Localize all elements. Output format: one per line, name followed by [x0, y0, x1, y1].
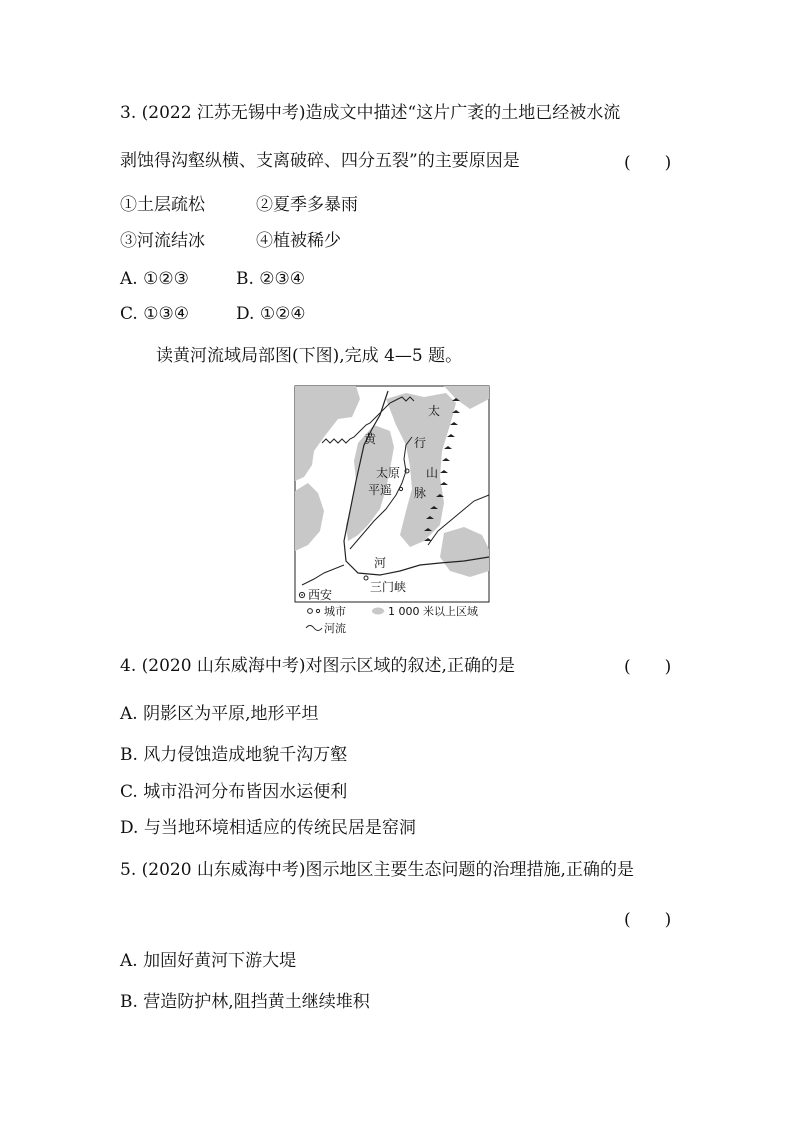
legend-river-icon [306, 626, 322, 631]
q5-option-a: A. 加固好黄河下游大堤 [120, 951, 297, 971]
label-he: 河 [374, 556, 387, 570]
legend-highland-icon [372, 608, 384, 615]
map-intro: 读黄河流域局部图(下图),完成 4—5 题。 [156, 346, 463, 366]
label-mai: 脉 [414, 486, 427, 500]
q5-answer-paren: ( ) [624, 910, 672, 930]
q4-option-c: C. 城市沿河分布皆因水运便利 [120, 782, 348, 802]
label-tai: 太 [428, 404, 441, 418]
q3-options-row2 [120, 303, 306, 325]
q5-option-b: B. 营造防护林,阻挡黄土继续堆积 [120, 992, 370, 1012]
label-xian: 西安 [308, 588, 333, 602]
q3-answer-paren: ( ) [624, 153, 672, 173]
label-hang: 行 [414, 436, 427, 450]
q3-option-c: C. ①③④ [120, 304, 189, 324]
legend-city-label: 城市 [324, 605, 346, 618]
legend-city-icon-small [316, 609, 319, 612]
q3-item-2: ②夏季多暴雨 [256, 195, 358, 215]
label-sanmenxia: 三门峡 [370, 580, 407, 594]
q3-items-row2 [120, 230, 341, 252]
q3-item-1: ①土层疏松 [120, 195, 205, 215]
q3-options-row1 [120, 268, 305, 290]
q3-stem-line1: 3. (2022 江苏无锡中考)造成文中描述“这片广袤的土地已经被水流 [120, 103, 621, 123]
label-taiyuan: 太原 [376, 466, 401, 480]
q4-option-b: B. 风力侵蚀造成地貌千沟万壑 [120, 745, 348, 765]
q4-option-d: D. 与当地环境相适应的传统民居是窑洞 [120, 818, 416, 838]
legend-river-label: 河流 [324, 622, 346, 635]
q3-item-3: ③河流结冰 [120, 231, 205, 251]
city-xian-marker-dot [301, 594, 303, 596]
q3-items-row1 [120, 194, 358, 216]
legend-highland-label: 1 000 米以上区域 [388, 605, 478, 618]
label-pingyao: 平遥 [368, 483, 393, 497]
yellow-river-map [294, 385, 490, 635]
q3-item-4: ④植被稀少 [256, 231, 341, 251]
label-huang: 黄 [364, 432, 377, 446]
legend-city-icon [308, 609, 313, 614]
q3-option-d: D. ①②④ [236, 304, 306, 324]
q5-stem: 5. (2020 山东威海中考)图示地区主要生态问题的治理措施,正确的是 [120, 860, 634, 880]
q4-option-a: A. 阴影区为平原,地形平坦 [120, 704, 319, 724]
q3-option-a: A. ①②③ [120, 269, 189, 289]
q4-stem: 4. (2020 山东威海中考)对图示区域的叙述,正确的是 [120, 656, 515, 676]
q4-answer-paren: ( ) [624, 657, 672, 677]
label-shan: 山 [426, 466, 439, 480]
q3-stem-line2: 剥蚀得沟壑纵横、支离破碎、四分五裂”的主要原因是 [120, 151, 520, 171]
q3-option-b: B. ②③④ [236, 269, 306, 289]
